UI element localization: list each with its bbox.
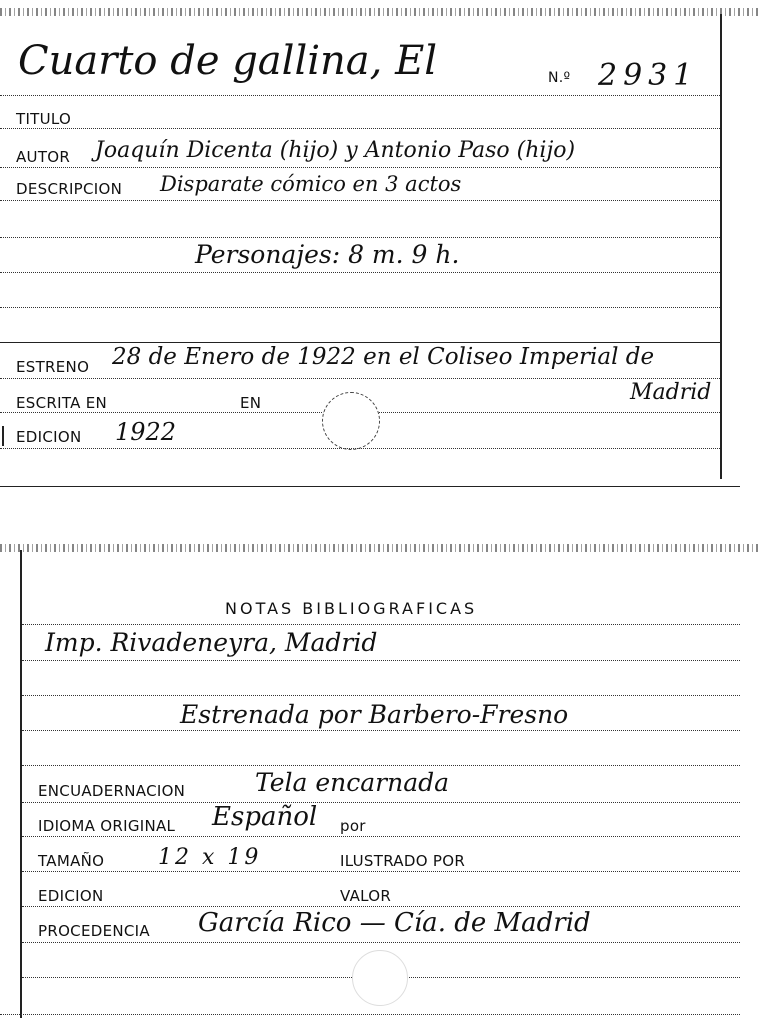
card-bottom-border [0, 486, 740, 487]
title-handwritten: Cuarto de gallina, El [18, 38, 438, 84]
estreno-label: ESTRENO [16, 358, 90, 376]
rule [22, 836, 740, 837]
rule [0, 237, 720, 238]
procedencia-label: PROCEDENCIA [38, 922, 150, 940]
edicion-value: 1922 [115, 418, 177, 446]
rule [22, 765, 740, 766]
tamano-value: 12 x 19 [158, 845, 262, 870]
idioma-value: Español [212, 802, 318, 832]
encuadernacion-value: Tela encarnada [255, 768, 450, 797]
rule [22, 660, 740, 661]
left-mark [2, 426, 4, 446]
estreno-value: 28 de Enero de 1922 en el Coliseo Imperial de [112, 344, 655, 370]
card-left-border [20, 550, 22, 1018]
card-bottom-border [0, 1014, 740, 1015]
rule [22, 624, 740, 625]
escrita-label: ESCRITA EN [16, 394, 108, 412]
rule [0, 342, 720, 343]
rule [0, 167, 720, 168]
note-line-1: Imp. Rivadeneyra, Madrid [45, 628, 378, 657]
rule [22, 906, 740, 907]
rule [22, 695, 740, 696]
rule [0, 448, 720, 449]
rule [22, 871, 740, 872]
idioma-label: IDIOMA ORIGINAL [38, 817, 176, 835]
card-right-border [720, 14, 722, 479]
notas-heading: NOTAS BIBLIOGRAFICAS [225, 599, 478, 618]
number-value: 2931 [598, 58, 699, 93]
titulo-label: TITULO [16, 110, 72, 128]
rule [0, 95, 720, 96]
descripcion-label: DESCRIPCION [16, 180, 123, 198]
valor-label: VALOR [340, 887, 392, 905]
personajes-value: Personajes: 8 m. 9 h. [195, 240, 460, 269]
rule [0, 307, 720, 308]
card-top-edge [0, 544, 759, 552]
catalog-card-top [0, 0, 759, 495]
catalog-card-bottom [0, 540, 759, 1028]
note-line-2: Estrenada por Barbero-Fresno [180, 700, 569, 729]
edicion-label-2: EDICION [38, 887, 104, 905]
por-label: por [340, 817, 366, 835]
en-label: EN [240, 394, 262, 412]
rule [22, 942, 740, 943]
rule [0, 128, 720, 129]
punch-hole [322, 392, 380, 450]
rule [22, 802, 740, 803]
descripcion-value: Disparate cómico en 3 actos [160, 172, 462, 196]
edicion-label: EDICION [16, 428, 82, 446]
encuadernacion-label: ENCUADERNACION [38, 782, 186, 800]
procedencia-value: García Rico — Cía. de Madrid [198, 908, 591, 938]
autor-label: AUTOR [16, 148, 71, 166]
autor-value: Joaquín Dicenta (hijo) y Antonio Paso (hijo) [95, 138, 576, 163]
rule [0, 200, 720, 201]
rule [22, 730, 740, 731]
card-top-edge [0, 8, 759, 16]
number-label: N.º [548, 70, 571, 86]
rule [0, 272, 720, 273]
rule [0, 378, 720, 379]
ilustrado-label: ILUSTRADO POR [340, 852, 466, 870]
tamano-label: TAMAÑO [38, 852, 105, 870]
estreno-value-cont: Madrid [630, 380, 712, 405]
punch-hole [352, 950, 408, 1006]
